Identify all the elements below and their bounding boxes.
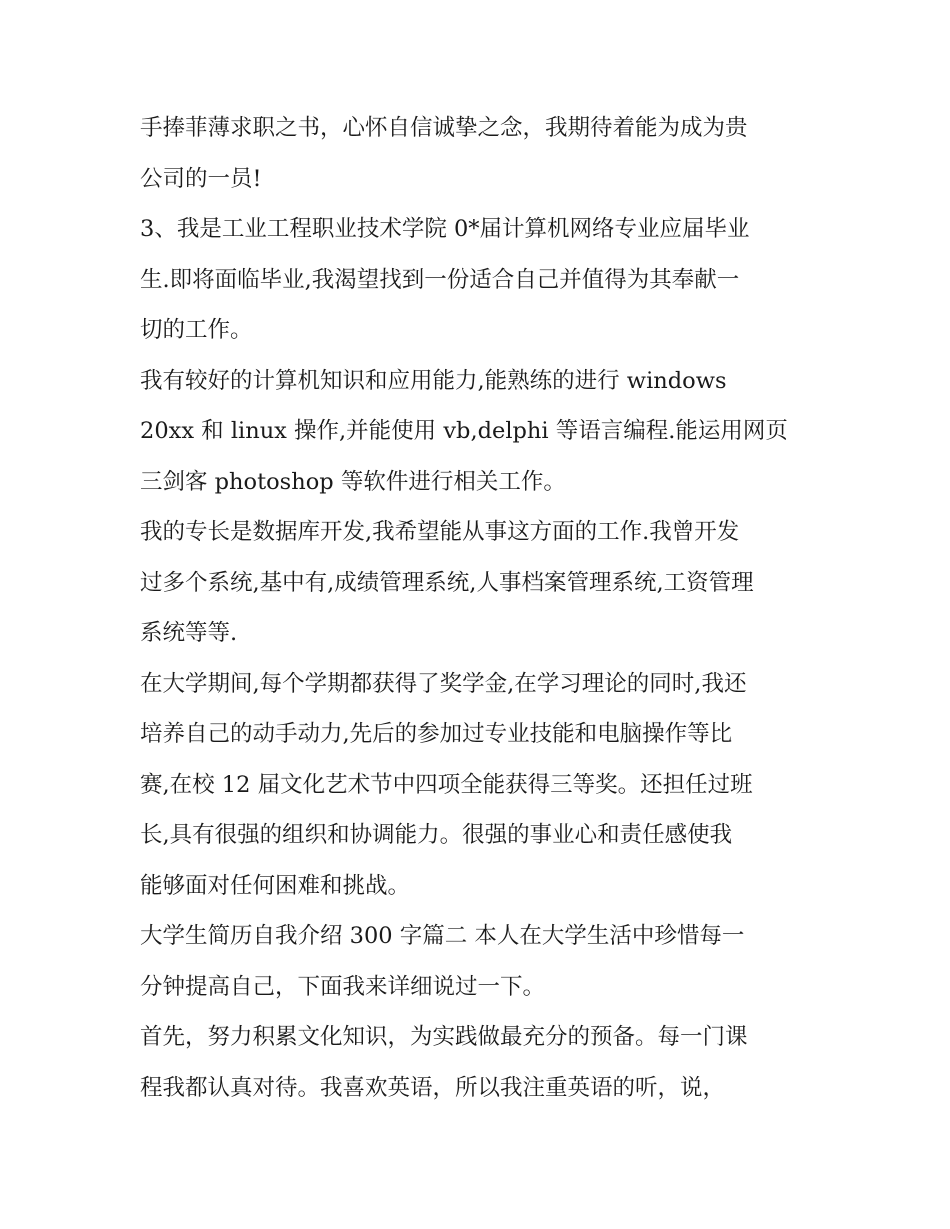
text-line: 赛,在校 12 届文化艺术节中四项全能获得三等奖。还担任过班	[140, 771, 753, 798]
text-line: 3、我是工业工程职业技术学院 0*届计算机网络专业应届毕业	[140, 216, 750, 242]
text-line: 我有较好的计算机知识和应用能力,能熟练的进行 windows	[140, 367, 727, 394]
text-line: 大学生简历自我介绍 300 字篇二 本人在大学生活中珍惜每一	[140, 923, 745, 949]
text-line: 系统等等.	[140, 620, 238, 646]
text-line: 长,具有很强的组织和协调能力。很强的事业心和责任感使我	[140, 822, 733, 848]
text-line: 程我都认真对待。我喜欢英语，所以我注重英语的听，说，	[140, 1074, 726, 1101]
text-line: 培养自己的动手动力,先后的参加过专业技能和电脑操作等比	[140, 721, 733, 747]
text-line: 20xx 和 linux 操作,并能使用 vb,delphi 等语言编程.能运用网页	[140, 418, 788, 444]
text-line: 切的工作。	[140, 317, 253, 343]
text-line: 分钟提高自己，下面我来详细说过一下。	[140, 973, 546, 1000]
text-line: 能够面对任何困难和挑战。	[140, 872, 411, 899]
document-body	[140, 103, 820, 1113]
text-line: 首先，努力积累文化知识，为实践做最充分的预备。每一门课	[140, 1024, 748, 1050]
text-line: 手捧菲薄求职之书，心怀自信诚挚之念，我期待着能为成为贵	[140, 115, 748, 141]
text-line: 三剑客 photoshop 等软件进行相关工作。	[140, 468, 566, 495]
text-line: 我的专长是数据库开发,我希望能从事这方面的工作.我曾开发	[140, 519, 740, 545]
text-line: 公司的一员!	[140, 165, 262, 192]
text-line: 在大学期间,每个学期都获得了奖学金,在学习理论的同时,我还	[140, 670, 747, 697]
text-line: 过多个系统,基中有,成绩管理系统,人事档案管理系统,工资管理	[140, 569, 754, 596]
text-line: 生.即将面临毕业,我渴望找到一份适合自己并值得为其奉献一	[140, 266, 740, 293]
